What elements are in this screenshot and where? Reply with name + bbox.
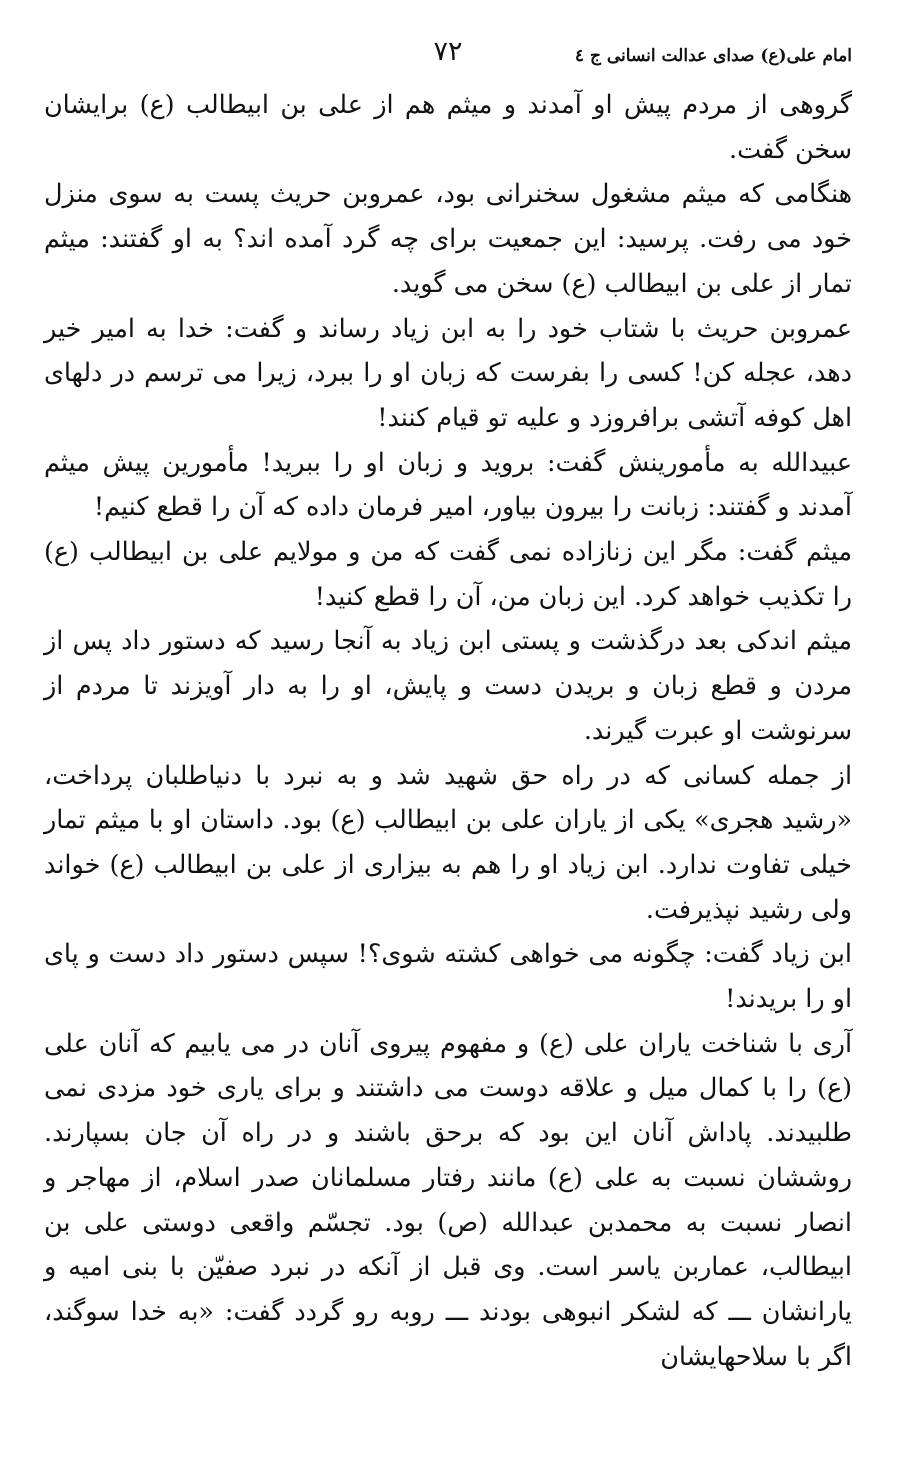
page-number: ٧٢	[433, 36, 463, 67]
paragraph: از جمله کسانی که در راه حق شهید شد و به نبرد با دنیاطلبان پرداخت، «رشید هجری» یکی از یاران علی بن ابیطالب (ع) بود. داستان او با میثم تمار خیلی تفاوت ندارد. ابن زیاد او را هم به بیزاری از علی بن ابیطالب (ع) خواند ولی رشید نپذیرفت.	[44, 759, 852, 924]
paragraph: ابن زیاد گفت: چگونه می خواهی کشته شوی؟! سپس دستور داد دست و پای او را بریدند!	[44, 938, 852, 1014]
paragraph: میثم گفت: مگر این زنازاده نمی گفت که من و مولایم علی بن ابیطالب (ع) را تکذیب خواهد کرد. این زبان من، آن را قطع کنید!	[44, 536, 852, 611]
running-title: امام علی(ع) صدای عدالت انسانی ج ٤	[574, 46, 852, 66]
paragraph: هنگامی که میثم مشغول سخنرانی بود، عمروبن حریث پست به سوی منزل خود می رفت. پرسید: این جمعیت برای چه گرد آمده اند؟ به او گفتند: میثم تمار از علی بن ابیطالب (ع) سخن می گوید.	[44, 178, 852, 298]
paragraph: عبیدالله به مأمورینش گفت: بروید و زبان او را ببرید! مأمورین پیش میثم آمدند و گفتند: زبانت را بیرون بیاور، امیر فرمان داده که آن را قطع کنیم!	[44, 446, 852, 522]
paragraph: آری با شناخت یاران علی (ع) و مفهوم پیروی آنان در می یابیم که آنان علی (ع) را با کمال میل و علاقه دوست می داشتند و برای یاری خود مزدی نمی طلبیدند. پاداش آنان این بود که برحق باشند و در راه آن جان بسپارند. روششان نسبت به علی (ع) مانند رفتار مسلمانان صدر اسلام، از مهاجر و انصار نسبت به محمدبن عبدالله (ص) بود. تجسّم واقعی دوستی علی بن ابیطالب، عماربن یاسر است. وی قبل از آنکه در نبرد صفیّن با بنی امیه و یارانشان ـــ که لشکر انبوهی بودند ـــ روبه رو گردد گفت: «به خدا سوگند، اگر با سلاحهایشان	[44, 1027, 852, 1371]
paragraph: میثم اندکی بعد درگذشت و پستی ابن زیاد به آنجا رسید که دستور داد پس از مردن و قطع زبان و بریدن دست و پایش، او را به دار آویزند تا مردم از سرنوشت او عبرت گیرند.	[44, 625, 852, 745]
paragraph: عمروبن حریث با شتاب خود را به ابن زیاد رساند و گفت: خدا به امیر خیر دهد، عجله کن! کسی را بفرست که زبان او را ببرد، زیرا می ترسم در دلهای اهل کوفه آتشی برافروزد و علیه تو قیام کنند!	[44, 312, 852, 432]
page-header	[44, 36, 852, 82]
paragraph: گروهی از مردم پیش او آمدند و میثم هم از علی بن ابیطالب (ع) برایشان سخن گفت.	[44, 89, 852, 164]
body-text	[44, 82, 852, 1378]
